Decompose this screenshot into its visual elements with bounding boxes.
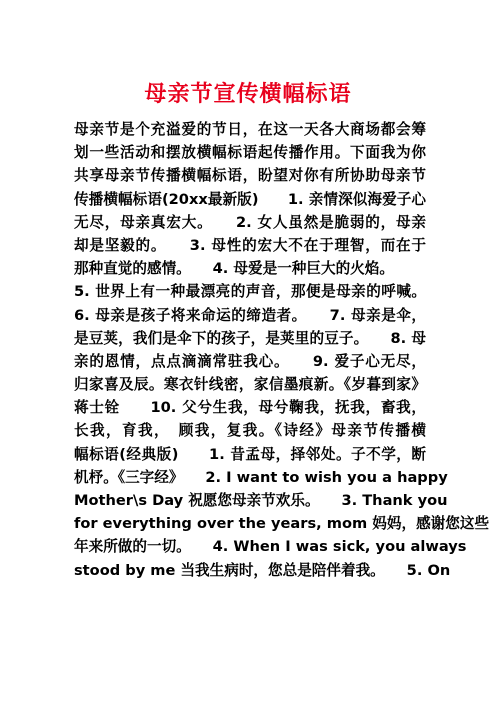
body-line: for everything over the years, mom 妈妈，感谢您这些 bbox=[74, 515, 490, 533]
body-line: 无尽，母亲真宏大。 2. 女人虽然是脆弱的，母亲 bbox=[74, 213, 426, 231]
body-line: stood by me 当我生病时，您总是陪伴着我。 5. On bbox=[74, 561, 451, 579]
document-body bbox=[74, 118, 490, 582]
body-line: 归家喜及辰。寒衣针线密，家信墨痕新。《岁暮到家》 bbox=[74, 376, 426, 394]
body-line: 共享母亲节传播横幅标语，盼望对你有所协助母亲节 bbox=[74, 167, 426, 185]
body-line: 蒋士铨 10. 父兮生我，母兮鞠我，抚我，畜我， bbox=[74, 399, 426, 417]
body-line: 是豆荚，我们是伞下的孩子，是荚里的豆子。 8. 母 bbox=[74, 329, 426, 347]
body-line: 年来所做的一切。 4. When I was sick, you always bbox=[74, 538, 467, 556]
body-line: 长我，育我， 顾我，复我。《诗经》母亲节传播横 bbox=[74, 422, 426, 440]
body-line: 划一些活动和摆放横幅标语起传播作用。下面我为你 bbox=[74, 144, 426, 162]
body-line: 母亲节是个充溢爱的节日，在这一天各大商场都会筹 bbox=[74, 121, 426, 138]
body-line: Mother\s Day 祝愿您母亲节欢乐。 3. Thank you bbox=[74, 492, 448, 509]
body-line: 机杼。《三字经》 2. I want to wish you a happy bbox=[74, 468, 448, 486]
body-line: 亲的恩情，点点滴滴常驻我心。 9. 爱子心无尽， bbox=[74, 352, 426, 370]
body-line: 6. 母亲是孩子将来命运的缔造者。 7. 母亲是伞， bbox=[74, 306, 426, 324]
body-line: 那种直觉的感情。 4. 母爱是一种巨大的火焰。 bbox=[74, 260, 394, 278]
document-title: 母亲节宣传横幅标语 bbox=[144, 82, 352, 107]
body-line: 却是坚毅的。 3. 母性的宏大不在于理智，而在于 bbox=[74, 236, 426, 254]
body-line: 5. 世界上有一种最漂亮的声音，那便是母亲的呼喊。 bbox=[74, 283, 426, 301]
body-line: 幅标语(经典版) 1. 昔孟母，择邻处。子不学，断 bbox=[74, 445, 426, 463]
body-line: 传播横幅标语(20xx最新版) 1. 亲情深似海爱子心 bbox=[74, 190, 426, 208]
